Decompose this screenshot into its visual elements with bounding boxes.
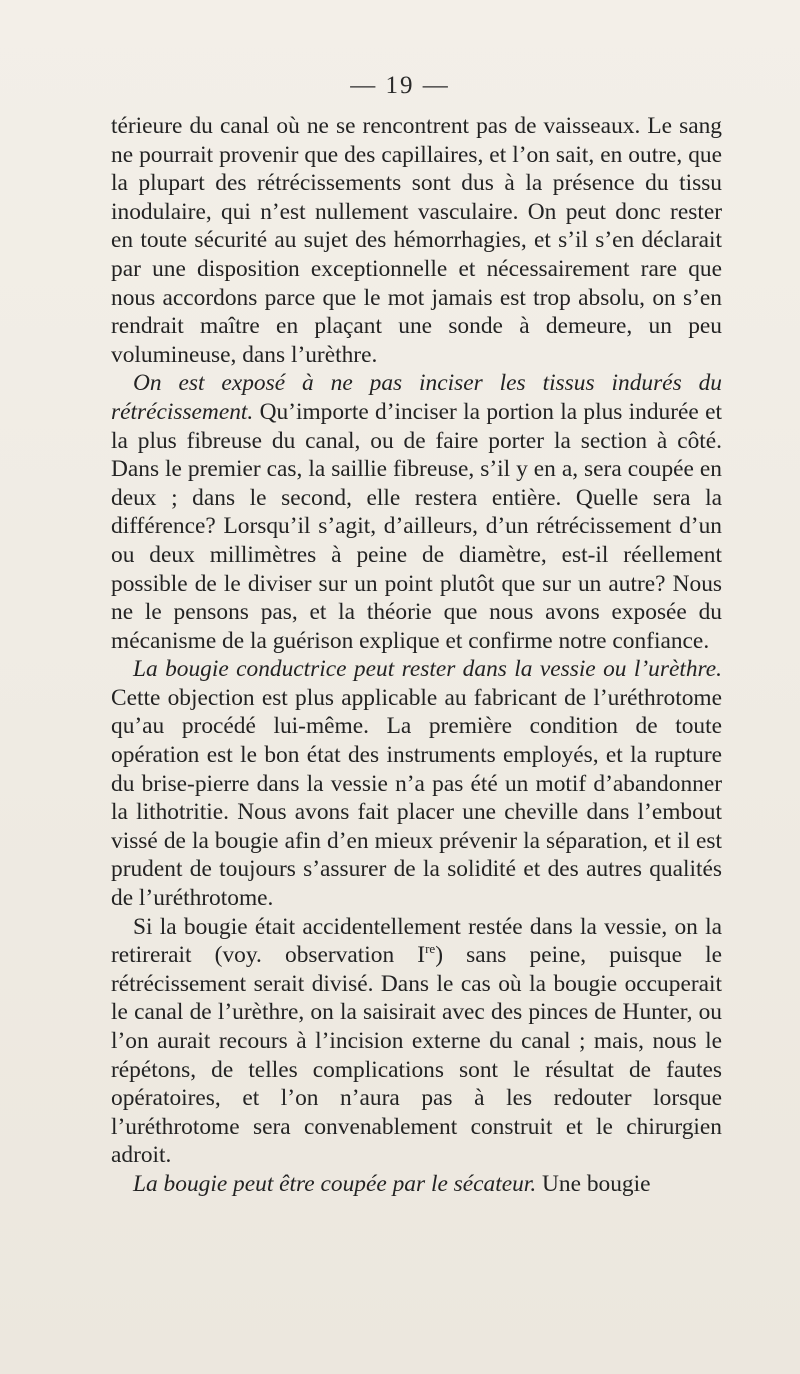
paragraph-4-text-after: ) sans peine, puisque le rétrécissement serait divisé. Dans le cas où la bougie occuperait le canal de l’urèthre, on la saisirait avec des pinces de Hunter, ou l’on aurait recours à l’incision externe du canal ; mais, nous le répétons, de telles complications sont le résultat de fautes opératoires, et l’on n’aura pas à les redouter lorsque l’uréthrotome sera convenablement construit et le chirurgien adroit. bbox=[111, 942, 722, 1169]
paragraph-3 bbox=[111, 655, 722, 912]
paragraph-4-superscript: re bbox=[425, 941, 436, 957]
paragraph-1 bbox=[111, 112, 722, 369]
paragraph-2-heading: On est exposé à ne pas inciser les tissus indurés du rétrécissement. bbox=[111, 370, 722, 425]
paragraph-5 bbox=[111, 1170, 722, 1199]
paragraph-2 bbox=[111, 369, 722, 655]
paragraph-2-text: Qu’importe d’inciser la portion la plus indurée et la plus fibreuse du canal, ou de faire porter la section à côté. Dans le premier cas, la saillie fibreuse, s’il y en a, sera coupée en deux ; dans le second, elle restera entière. Quelle sera la différence? Lorsqu’il s’agit, d’ailleurs, d’un rétrécissement d’un ou deux millimètres à peine de diamètre, est-il réellement possible de le diviser sur un point plutôt que sur un autre? Nous ne le pensons pas, et la théorie que nous avons exposée du mécanisme de la guérison explique et confirme notre confiance. bbox=[111, 398, 722, 654]
paragraph-5-heading: La bougie peut être coupée par le sécateur. bbox=[133, 1170, 537, 1197]
paragraph-4-text-before: Si la bougie était accidentellement restée dans la vessie, on la retirerait (voy. observation I bbox=[111, 913, 722, 969]
paragraph-1-text: térieure du canal où ne se rencontrent pas de vaisseaux. Le sang ne pourrait provenir que des capillaires, et l’on sait, en outre, que la plupart des rétrécissements sont dus à la présence du tissu inodulaire, qui n’est nullement vasculaire. On peut donc rester en toute sécurité au sujet des hémorrhagies, et s’il s’en déclarait par une disposition exceptionnelle et nécessairement rare que nous accordons parce que le mot jamais est trop absolu, on s’en rendrait maître en plaçant une sonde à demeure, un peu volumineuse, dans l’urèthre. bbox=[111, 113, 722, 368]
paragraph-4 bbox=[111, 913, 722, 1170]
body-text bbox=[111, 112, 722, 1199]
page-number: — 19 — bbox=[350, 72, 450, 99]
paragraph-3-heading: La bougie conductrice peut rester dans la vessie ou l’urèthre. bbox=[133, 656, 722, 683]
paragraph-5-text: Une bougie bbox=[536, 1170, 651, 1197]
paragraph-3-text: Cette objection est plus applicable au fabricant de l’uréthrotome qu’au procédé lui-même. La première condition de toute opération est le bon état des instruments employés, et la rupture du brise-pierre dans la vessie n’a pas été un motif d’abandonner la lithotritie. Nous avons fait placer une cheville dans l’embout vissé de la bougie afin d’en mieux prévenir la séparation, et il est prudent de toujours s’assurer de la solidité et des autres qualités de l’uréthrotome. bbox=[111, 684, 722, 912]
